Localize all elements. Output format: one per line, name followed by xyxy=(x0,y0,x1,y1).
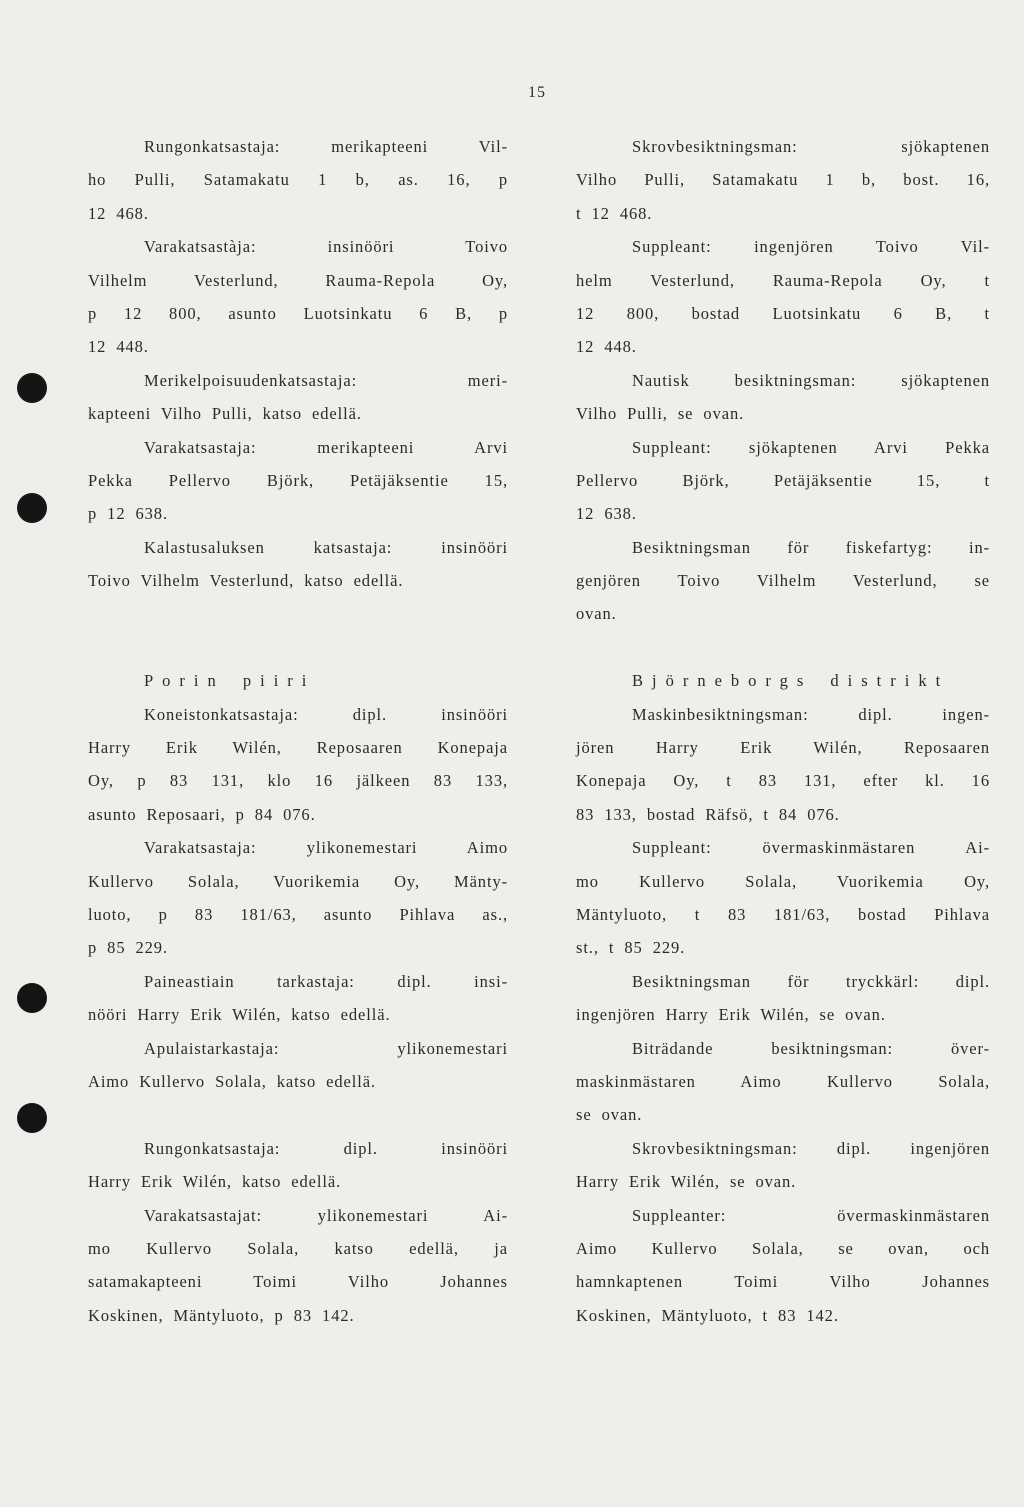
text-line: Aimo Kullervo Solala, se ovan, och xyxy=(576,1238,990,1258)
text-line: 83 133, bostad Räfsö, t 84 076. xyxy=(576,804,840,824)
text-line: Varakatsastàja: insinööri Toivo xyxy=(144,237,508,257)
blank-line xyxy=(576,631,990,664)
text-line: Skrovbesiktningsman: sjökaptenen xyxy=(632,137,990,156)
punch-hole xyxy=(17,493,47,523)
text-line: Suppleant: sjökaptenen Arvi Pekka xyxy=(632,437,990,457)
text-line: Vilho Pulli, Satamakatu 1 b, bost. 16, xyxy=(576,170,990,190)
text-line: Rungonkatsastaja: merikapteeni Vil- xyxy=(144,137,508,156)
text-line: st., t 85 229. xyxy=(576,938,686,958)
text-line: 12 448. xyxy=(576,337,637,357)
text-line: 12 448. xyxy=(88,337,149,357)
blank-line xyxy=(88,1098,508,1131)
blank-line xyxy=(88,597,508,630)
text-line: Vilhelm Vesterlund, Rauma-Repola Oy, xyxy=(88,270,508,290)
text-line: jören Harry Erik Wilén, Reposaaren xyxy=(576,738,990,758)
text-line: Vilho Pulli, se ovan. xyxy=(576,404,745,424)
text-line: Nautisk besiktningsman: sjökaptenen xyxy=(632,370,990,390)
text-line: Merikelpoisuudenkatsastaja: meri- xyxy=(144,370,508,390)
punch-hole xyxy=(17,983,47,1013)
text-line: Harry Erik Wilén, Reposaaren Konepaja xyxy=(88,738,508,758)
text-line: t 12 468. xyxy=(576,203,653,223)
text-line: Suppleanter: övermaskinmästaren xyxy=(632,1205,990,1225)
punch-hole xyxy=(17,373,47,403)
text-line: ingenjören Harry Erik Wilén, se ovan. xyxy=(576,1005,886,1025)
text-line: Konepaja Oy, t 83 131, efter kl. 16 xyxy=(576,771,990,791)
punch-hole xyxy=(17,1103,47,1133)
text-line: kapteeni Vilho Pulli, katso edellä. xyxy=(88,404,362,424)
text-line: helm Vesterlund, Rauma-Repola Oy, t xyxy=(576,270,990,290)
text-line: Suppleant: övermaskinmästaren Ai- xyxy=(632,838,990,858)
text-line: satamakapteeni Toimi Vilho Johannes xyxy=(88,1272,508,1292)
text-line: asunto Reposaari, p 84 076. xyxy=(88,804,316,824)
section-heading: Björneborgs distrikt xyxy=(632,671,950,691)
text-line: luoto, p 83 181/63, asunto Pihlava as., xyxy=(88,904,508,924)
text-line: mo Kullervo Solala, katso edellä, ja xyxy=(88,1238,508,1258)
text-line: Skrovbesiktningsman: dipl. ingenjören xyxy=(632,1138,990,1158)
page-number: 15 xyxy=(528,84,546,101)
finnish-column xyxy=(88,130,508,1332)
text-line: Toivo Vilhelm Vesterlund, katso edellä. xyxy=(88,571,404,591)
text-line: p 85 229. xyxy=(88,938,168,958)
text-line: Pellervo Björk, Petäjäksentie 15, t xyxy=(576,470,990,490)
text-line: Kalastusaluksen katsastaja: insinööri xyxy=(144,537,508,557)
text-line: genjören Toivo Vilhelm Vesterlund, se xyxy=(576,571,990,591)
section-heading: Porin piiri xyxy=(144,671,316,691)
text-line: hamnkaptenen Toimi Vilho Johannes xyxy=(576,1272,990,1292)
text-line: Besiktningsman för fiskefartyg: in- xyxy=(632,537,990,557)
text-line: se ovan. xyxy=(576,1105,643,1125)
text-line: Pekka Pellervo Björk, Petäjäksentie 15, xyxy=(88,470,508,490)
text-line: mo Kullervo Solala, Vuorikemia Oy, xyxy=(576,871,990,891)
text-line: p 12 638. xyxy=(88,504,168,524)
text-line: ho Pulli, Satamakatu 1 b, as. 16, p xyxy=(88,170,508,190)
swedish-column xyxy=(576,130,990,1332)
text-line: Biträdande besiktningsman: över- xyxy=(632,1038,990,1058)
text-line: Koskinen, Mäntyluoto, p 83 142. xyxy=(88,1305,355,1325)
text-line: Paineastiain tarkastaja: dipl. insi- xyxy=(144,971,508,991)
text-line: Harry Erik Wilén, se ovan. xyxy=(576,1172,797,1192)
text-line: Koneistonkatsastaja: dipl. insinööri xyxy=(144,704,508,724)
text-line: Koskinen, Mäntyluoto, t 83 142. xyxy=(576,1305,839,1325)
text-line: 12 468. xyxy=(88,203,149,223)
text-line: ovan. xyxy=(576,604,617,624)
text-line: Varakatsastaja: ylikonemestari Aimo xyxy=(144,838,508,858)
text-line: Besiktningsman för tryckkärl: dipl. xyxy=(632,971,990,991)
blank-line xyxy=(88,631,508,664)
text-line: p 12 800, asunto Luotsinkatu 6 B, p xyxy=(88,303,508,323)
text-line: nööri Harry Erik Wilén, katso edellä. xyxy=(88,1005,391,1025)
text-line: Aimo Kullervo Solala, katso edellä. xyxy=(88,1071,376,1091)
text-line: Rungonkatsastaja: dipl. insinööri xyxy=(144,1138,508,1158)
text-line: Harry Erik Wilén, katso edellä. xyxy=(88,1172,342,1192)
text-line: maskinmästaren Aimo Kullervo Solala, xyxy=(576,1071,990,1091)
text-line: Varakatsastajat: ylikonemestari Ai- xyxy=(144,1205,508,1225)
text-line: Maskinbesiktningsman: dipl. ingen- xyxy=(632,704,990,724)
text-line: Oy, p 83 131, klo 16 jälkeen 83 133, xyxy=(88,771,508,791)
text-line: 12 638. xyxy=(576,504,637,524)
text-line: Varakatsastaja: merikapteeni Arvi xyxy=(144,437,508,457)
text-line: 12 800, bostad Luotsinkatu 6 B, t xyxy=(576,303,990,323)
text-line: Apulaistarkastaja: ylikonemestari xyxy=(144,1038,508,1058)
text-line: Suppleant: ingenjören Toivo Vil- xyxy=(632,237,990,257)
text-line: Kullervo Solala, Vuorikemia Oy, Mänty- xyxy=(88,871,508,891)
text-line: Mäntyluoto, t 83 181/63, bostad Pihlava xyxy=(576,904,990,924)
